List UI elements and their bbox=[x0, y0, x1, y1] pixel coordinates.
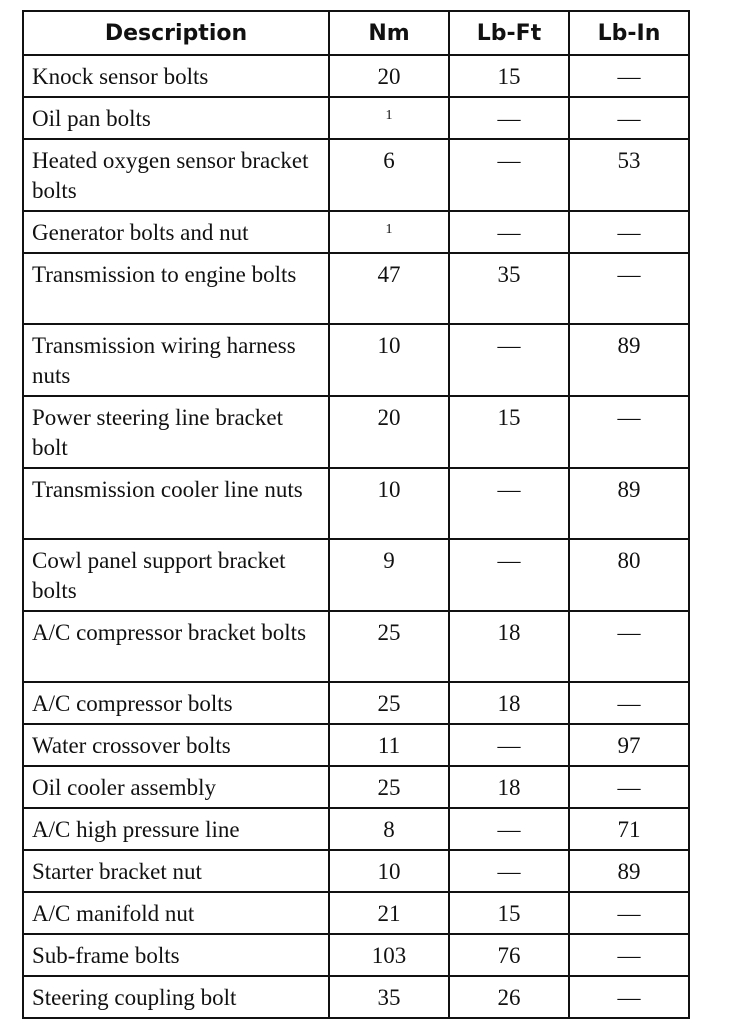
nm-cell bbox=[329, 97, 449, 139]
nm-cell: 10 bbox=[329, 850, 449, 892]
lb-ft-cell: — bbox=[449, 539, 569, 611]
torque-spec-table-wrapper bbox=[22, 10, 690, 1019]
lb-in-cell: — bbox=[569, 934, 689, 976]
nm-cell: 11 bbox=[329, 724, 449, 766]
lb-in-cell: 89 bbox=[569, 324, 689, 396]
table-row bbox=[23, 211, 689, 253]
lb-ft-cell: 35 bbox=[449, 253, 569, 324]
nm-cell: 25 bbox=[329, 682, 449, 724]
footnote-marker: 1 bbox=[385, 222, 393, 237]
lb-in-cell: — bbox=[569, 97, 689, 139]
lb-in-cell: 53 bbox=[569, 139, 689, 211]
nm-cell: 25 bbox=[329, 766, 449, 808]
lb-in-cell: — bbox=[569, 766, 689, 808]
description-cell: Power steering line bracket bolt bbox=[23, 396, 329, 468]
description-cell: A/C manifold nut bbox=[23, 892, 329, 934]
table-row bbox=[23, 808, 689, 850]
table-row bbox=[23, 766, 689, 808]
lb-ft-cell: — bbox=[449, 850, 569, 892]
lb-ft-cell: — bbox=[449, 724, 569, 766]
lb-in-cell: — bbox=[569, 976, 689, 1018]
description-cell: Cowl panel support bracket bolts bbox=[23, 539, 329, 611]
lb-in-cell: — bbox=[569, 55, 689, 97]
nm-cell: 35 bbox=[329, 976, 449, 1018]
nm-cell: 10 bbox=[329, 324, 449, 396]
lb-in-cell: 89 bbox=[569, 850, 689, 892]
nm-cell: 20 bbox=[329, 55, 449, 97]
table-row bbox=[23, 139, 689, 211]
column-header-description: Description bbox=[23, 11, 329, 55]
lb-ft-cell: — bbox=[449, 139, 569, 211]
description-cell: Oil pan bolts bbox=[23, 97, 329, 139]
description-cell: Oil cooler assembly bbox=[23, 766, 329, 808]
nm-cell: 25 bbox=[329, 611, 449, 682]
nm-cell: 21 bbox=[329, 892, 449, 934]
nm-cell: 10 bbox=[329, 468, 449, 539]
lb-ft-cell: 26 bbox=[449, 976, 569, 1018]
lb-ft-cell: — bbox=[449, 97, 569, 139]
lb-in-cell: — bbox=[569, 253, 689, 324]
table-row bbox=[23, 324, 689, 396]
torque-spec-table bbox=[22, 10, 690, 1019]
description-cell: Sub-frame bolts bbox=[23, 934, 329, 976]
nm-cell: 6 bbox=[329, 139, 449, 211]
lb-ft-cell: — bbox=[449, 468, 569, 539]
lb-in-cell: — bbox=[569, 611, 689, 682]
lb-ft-cell: — bbox=[449, 324, 569, 396]
column-header-nm: Nm bbox=[329, 11, 449, 55]
table-row bbox=[23, 850, 689, 892]
footnote-marker: 1 bbox=[385, 108, 393, 123]
description-cell: Heated oxygen sensor bracket bolts bbox=[23, 139, 329, 211]
column-header-lb-in: Lb-In bbox=[569, 11, 689, 55]
lb-ft-cell: 18 bbox=[449, 766, 569, 808]
description-cell: Knock sensor bolts bbox=[23, 55, 329, 97]
table-row bbox=[23, 892, 689, 934]
lb-ft-cell: — bbox=[449, 808, 569, 850]
lb-in-cell: 97 bbox=[569, 724, 689, 766]
table-row bbox=[23, 976, 689, 1018]
lb-in-cell: 89 bbox=[569, 468, 689, 539]
table-row bbox=[23, 539, 689, 611]
lb-ft-cell: 18 bbox=[449, 611, 569, 682]
nm-cell: 9 bbox=[329, 539, 449, 611]
table-row bbox=[23, 934, 689, 976]
description-cell: A/C high pressure line bbox=[23, 808, 329, 850]
lb-ft-cell: 76 bbox=[449, 934, 569, 976]
nm-cell bbox=[329, 211, 449, 253]
lb-ft-cell: 15 bbox=[449, 396, 569, 468]
table-row bbox=[23, 611, 689, 682]
lb-in-cell: — bbox=[569, 892, 689, 934]
description-cell: Transmission cooler line nuts bbox=[23, 468, 329, 539]
column-header-lb-ft: Lb-Ft bbox=[449, 11, 569, 55]
description-cell: Transmission wiring harness nuts bbox=[23, 324, 329, 396]
lb-in-cell: — bbox=[569, 682, 689, 724]
nm-cell: 103 bbox=[329, 934, 449, 976]
description-cell: A/C compressor bolts bbox=[23, 682, 329, 724]
table-row bbox=[23, 253, 689, 324]
description-cell: Water crossover bolts bbox=[23, 724, 329, 766]
lb-in-cell: — bbox=[569, 396, 689, 468]
lb-ft-cell: — bbox=[449, 211, 569, 253]
lb-ft-cell: 18 bbox=[449, 682, 569, 724]
table-row bbox=[23, 55, 689, 97]
nm-cell: 8 bbox=[329, 808, 449, 850]
nm-cell: 47 bbox=[329, 253, 449, 324]
description-cell: A/C compressor bracket bolts bbox=[23, 611, 329, 682]
table-row bbox=[23, 682, 689, 724]
table-row bbox=[23, 468, 689, 539]
nm-cell: 20 bbox=[329, 396, 449, 468]
description-cell: Steering coupling bolt bbox=[23, 976, 329, 1018]
lb-in-cell: 80 bbox=[569, 539, 689, 611]
description-cell: Starter bracket nut bbox=[23, 850, 329, 892]
lb-ft-cell: 15 bbox=[449, 55, 569, 97]
lb-ft-cell: 15 bbox=[449, 892, 569, 934]
lb-in-cell: — bbox=[569, 211, 689, 253]
description-cell: Transmission to engine bolts bbox=[23, 253, 329, 324]
lb-in-cell: 71 bbox=[569, 808, 689, 850]
table-row bbox=[23, 396, 689, 468]
table-row bbox=[23, 724, 689, 766]
description-cell: Generator bolts and nut bbox=[23, 211, 329, 253]
table-row bbox=[23, 97, 689, 139]
table-header-row bbox=[23, 11, 689, 55]
